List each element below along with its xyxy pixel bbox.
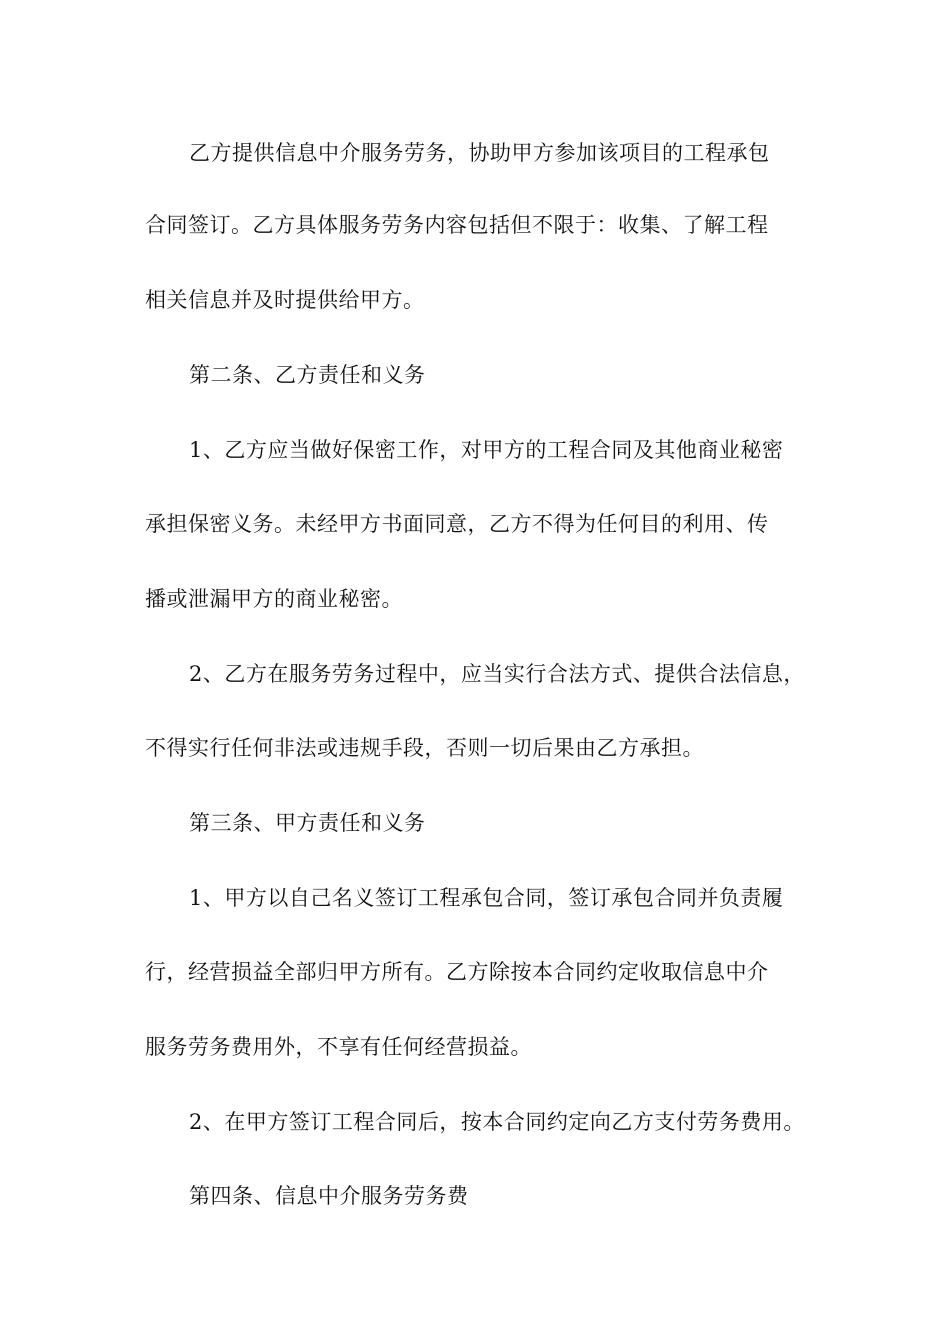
- section-heading: 第二条、乙方责任和义务: [189, 363, 426, 387]
- paragraph-line: 合同签订。乙方具体服务劳务内容包括但不限于：收集、了解工程: [145, 213, 769, 237]
- paragraph-line: 1、甲方以自己名义签订工程承包合同，签订承包合同并负责履: [189, 886, 784, 910]
- paragraph-line: 2、在甲方签订工程合同后，按本合同约定向乙方支付劳务费用。: [189, 1110, 805, 1134]
- paragraph-line: 承担保密义务。未经甲方书面同意，乙方不得为任何目的利用、传: [145, 512, 769, 536]
- paragraph-line: 行，经营损益全部归甲方所有。乙方除按本合同约定收取信息中介: [145, 960, 769, 984]
- section-heading: 第四条、信息中介服务劳务费: [189, 1184, 469, 1208]
- paragraph-line: 乙方提供信息中介服务劳务，协助甲方参加该项目的工程承包: [189, 141, 770, 165]
- paragraph-line: 服务劳务费用外，不享有任何经营损益。: [145, 1035, 532, 1059]
- section-heading: 第三条、甲方责任和义务: [189, 811, 426, 835]
- paragraph-line: 相关信息并及时提供给甲方。: [145, 288, 425, 312]
- paragraph-line: 2、乙方在服务劳务过程中，应当实行合法方式、提供合法信息，: [189, 662, 805, 686]
- paragraph-line: 1、乙方应当做好保密工作，对甲方的工程合同及其他商业秘密: [189, 438, 784, 462]
- paragraph-line: 不得实行任何非法或违规手段，否则一切后果由乙方承担。: [145, 736, 704, 760]
- paragraph-line: 播或泄漏甲方的商业秘密。: [145, 587, 403, 611]
